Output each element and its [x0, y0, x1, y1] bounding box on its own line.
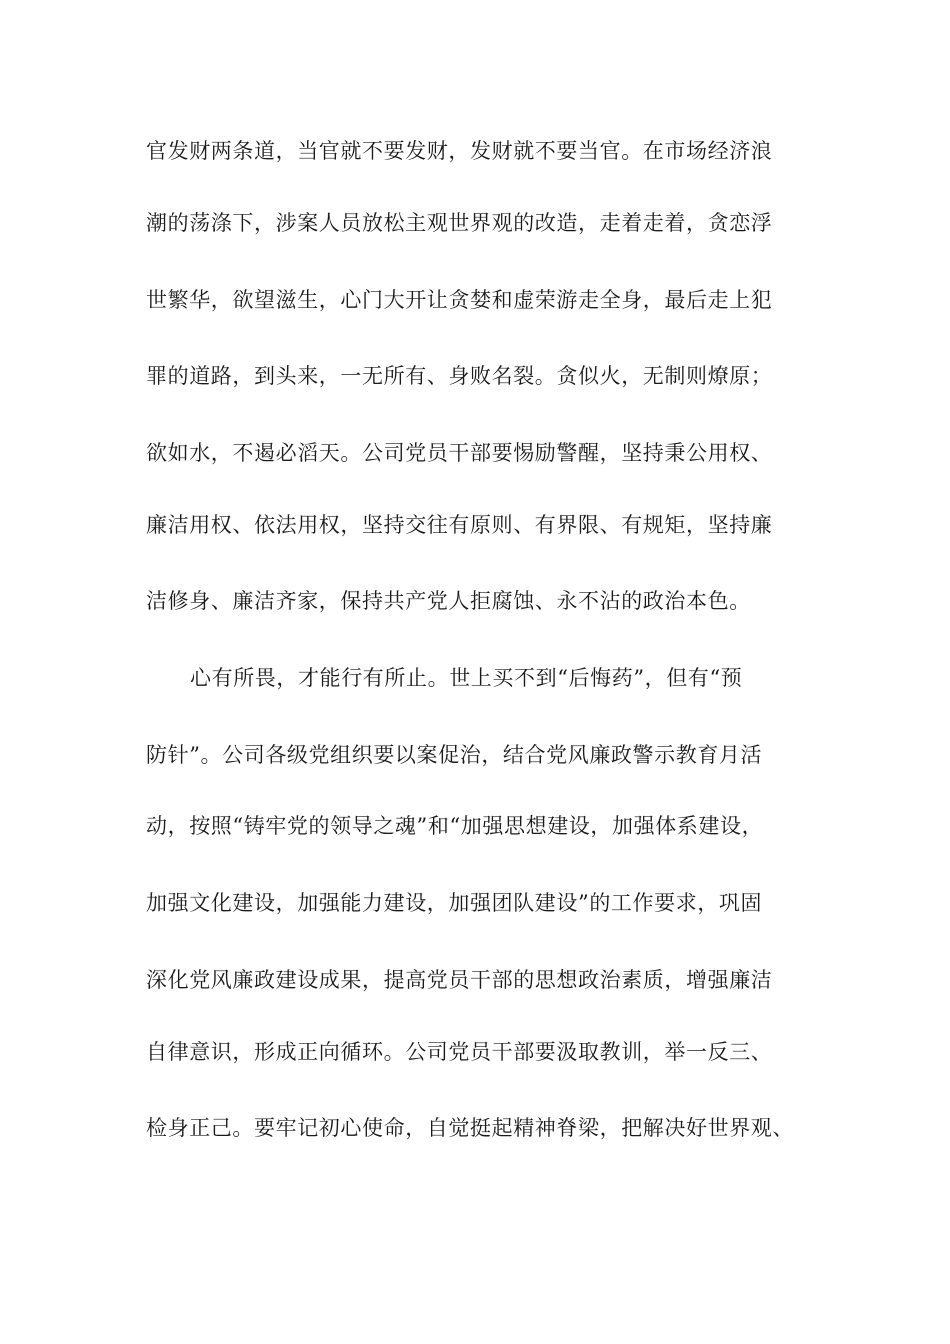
text-line: 官发财两条道，当官就不要发财，发财就不要当官。在市场经济浪 [146, 139, 773, 163]
text-line: 加强文化建设，加强能力建设，加强团队建设”的工作要求，巩固 [146, 891, 763, 915]
text-line: 自律意识，形成正向循环。公司党员干部要汲取教训，举一反三、 [146, 1040, 773, 1064]
text-line: 欲如水，不遏必滔天。公司党员干部要惕励警醒，坚持秉公用权、 [146, 441, 773, 465]
text-line: 廉洁用权、依法用权，坚持交往有原则、有界限、有规矩，坚持廉 [146, 513, 773, 537]
text-line: 心有所畏，才能行有所止。世上买不到“后悔药”，但有“预 [190, 666, 743, 690]
text-line: 世繁华，欲望滋生，心门大开让贪婪和虚荣游走全身，最后走上犯 [146, 288, 773, 312]
text-line: 洁修身、廉洁齐家，保持共产党人拒腐蚀、永不沾的政治本色。 [146, 589, 751, 613]
text-line: 检身正己。要牢记初心使命，自觉挺起精神脊梁，把解决好世界观、 [146, 1116, 794, 1140]
text-line: 潮的荡涤下，涉案人员放松主观世界观的改造，走着走着，贪恋浮 [146, 211, 773, 235]
text-line: 防针”。公司各级党组织要以案促治，结合党风廉政警示教育月活 [146, 743, 763, 767]
text-line: 动，按照“铸牢党的领导之魂”和“加强思想建设，加强体系建设， [146, 814, 764, 838]
text-line: 深化党风廉政建设成果，提高党员干部的思想政治素质，增强廉洁 [146, 968, 773, 992]
text-line: 罪的道路，到头来，一无所有、身败名裂。贪似火，无制则燎原； [146, 364, 773, 388]
